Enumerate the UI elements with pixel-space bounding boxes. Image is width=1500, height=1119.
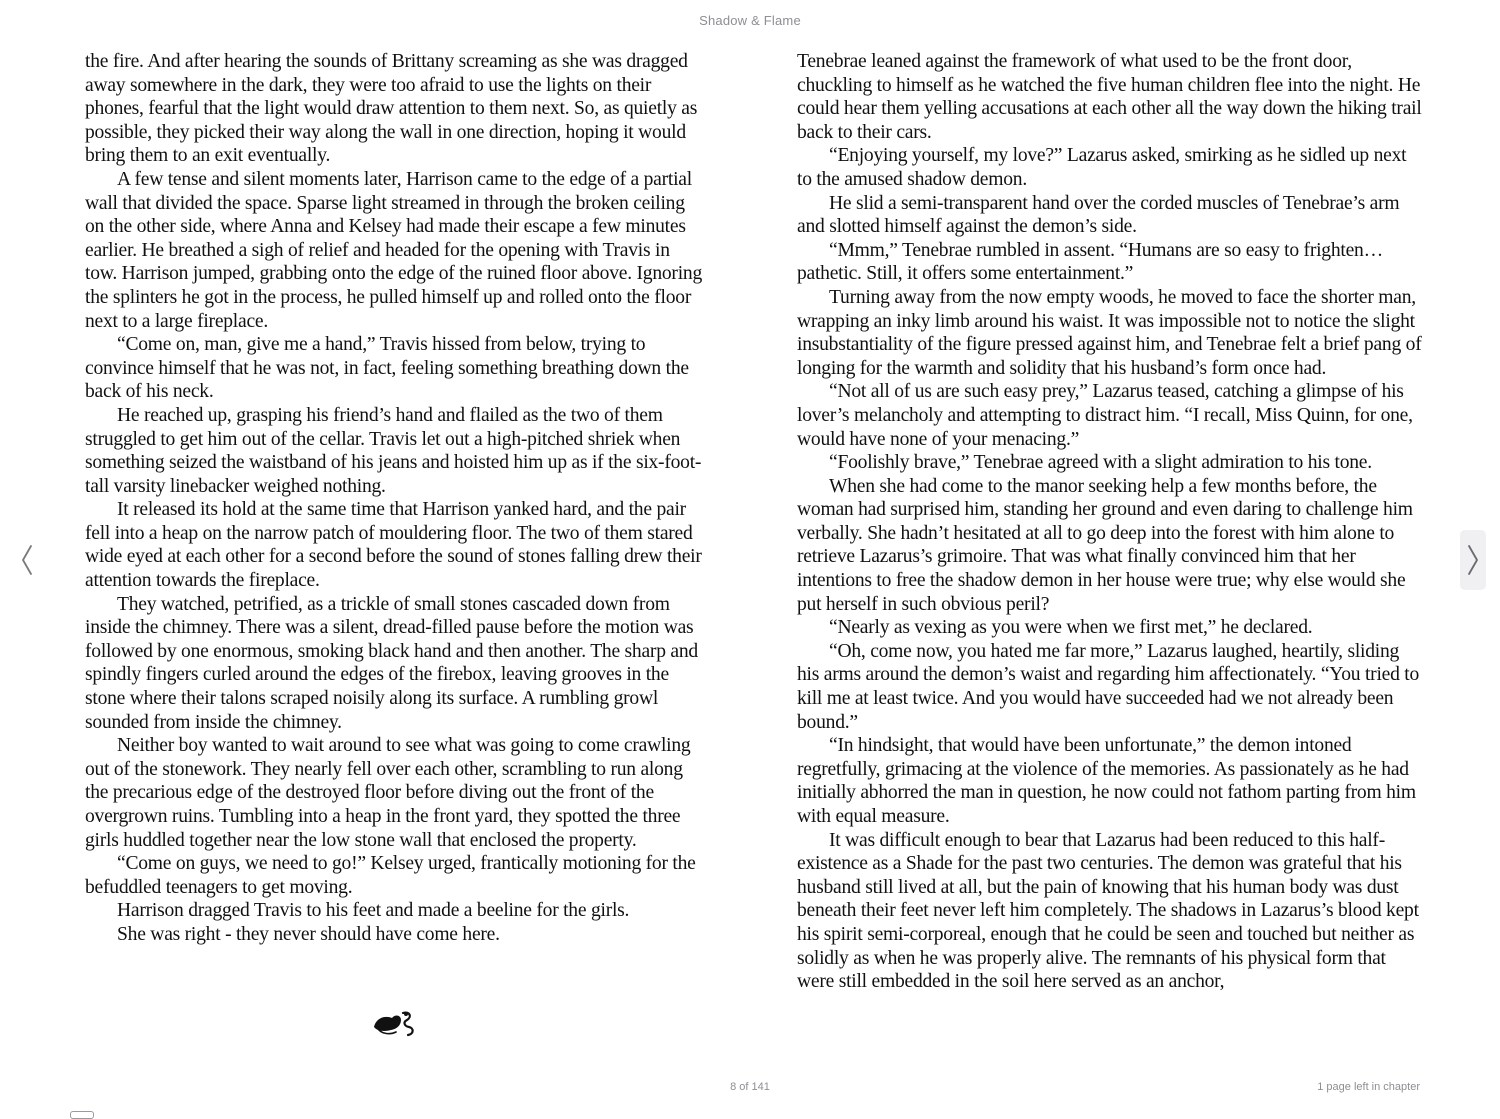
paragraph: “Nearly as vexing as you were when we first met,” he declared. bbox=[829, 617, 1313, 639]
previous-page-button[interactable] bbox=[14, 530, 40, 590]
page-corner-mark bbox=[70, 1111, 94, 1119]
paragraph: the fire. And after hearing the sounds of Brittany screaming as she was dragged away somewhere in the dark, they were too afraid to use the lights on their phones, fearful that the light would draw attention to them next. So, as quietly as possible, they picked their way along the wall in one direction, hoping it would bring them to an exit eventually. bbox=[85, 51, 698, 167]
paragraph: Neither boy wanted to wait around to see what was going to come crawling out of the stonework. They nearly fell over each other, scrambling to run along the precarious edge of the destroyed floor before diving out the front of the overgrown ruins. Tumbling into a heap in the front yard, they spotted the three girls huddled together near the low stone wall that enclosed the property. bbox=[85, 735, 691, 851]
section-break-ornament-icon bbox=[370, 1008, 418, 1042]
paragraph: Tenebrae leaned against the framework of what used to be the front door, chuckling to himself as he watched the five human children flee into the night. He could hear them yelling accusations at each other all the way down the hiking trail back to their cars. bbox=[797, 51, 1422, 143]
paragraph: “In hindsight, that would have been unfortunate,” the demon intoned regretfully, grimacing at the violence of the memories. As passionately as he had initially abhorred the man in question, he now could not fathom parting from him with equal measure. bbox=[797, 735, 1416, 827]
right-page bbox=[797, 50, 1422, 994]
paragraph: “Oh, come now, you hated me far more,” Lazarus laughed, heartily, sliding his arms around the demon’s waist and regarding him affectionately. “You tried to kill me at least twice. And you would have succeeded had we not already been bound.” bbox=[797, 640, 1420, 733]
paragraph: “Come on, man, give me a hand,” Travis hissed from below, trying to convince himself that he was not, in fact, feeling something breathing down the back of his neck. bbox=[85, 334, 689, 403]
paragraph: It was difficult enough to bear that Lazarus had been reduced to this half-existence as a Shade for the past two centuries. The demon was grateful that his husband still lived at all, but the pain of knowing that his human body was dust beneath their feet never left him completely. The shadows in Lazarus’s blood kept his spirit semi-corporeal, enough that he could be seen and touched but neither as solidly as when he was properly alive. The remnants of his physical form that were still embedded in the soil here served as an anchor, bbox=[797, 829, 1419, 993]
paragraph: It released its hold at the same time that Harrison yanked hard, and the pair fell into a heap on the narrow patch of mouldering floor. The two of them stared wide eyed at each other for a second before the sound of stones falling drew their attention towards the fireplace. bbox=[85, 499, 702, 592]
paragraph: He slid a semi-transparent hand over the corded muscles of Tenebrae’s arm and slotted himself against the demon’s side. bbox=[797, 192, 1400, 238]
paragraph: “Not all of us are such easy prey,” Lazarus teased, catching a glimpse of his lover’s melancholy and attempting to distract him. “I recall, Miss Quinn, for one, would have none of your menacing.” bbox=[797, 381, 1413, 450]
paragraph: She was right - they never should have come here. bbox=[117, 923, 500, 945]
book-title: Shadow & Flame bbox=[699, 13, 801, 28]
pages-left-in-chapter: 1 page left in chapter bbox=[1317, 1081, 1420, 1093]
paragraph: “Mmm,” Tenebrae rumbled in assent. “Humans are so easy to frighten… pathetic. Still, it offers some entertainment.” bbox=[797, 239, 1383, 285]
left-page bbox=[85, 50, 705, 947]
chevron-right-icon bbox=[1466, 544, 1480, 576]
page-indicator: 8 of 141 bbox=[730, 1081, 770, 1093]
next-page-button[interactable] bbox=[1460, 530, 1486, 590]
paragraph: They watched, petrified, as a trickle of small stones cascaded down from inside the chimney. There was a silent, dread-filled pause before the motion was followed by one enormous, smoking black hand and then another. The sharp and spindly fingers curled around the edges of the firebox, leaving grooves in the stone where their talons scraped noisily along its surface. A rumbling growl sounded from inside the chimney. bbox=[85, 593, 698, 733]
paragraph: A few tense and silent moments later, Harrison came to the edge of a partial wall that divided the space. Sparse light streamed in through the broken ceiling on the other side, where Anna and Kelsey had made their escape a few minutes earlier. He breathed a sigh of relief and headed for the opening with Travis in tow. Harrison jumped, grabbing onto the edge of the ruined floor above. Ignoring the splinters he got in the process, he pulled himself up and rolled onto the floor next to a large fireplace. bbox=[85, 168, 702, 332]
paragraph: “Come on guys, we need to go!” Kelsey urged, frantically motioning for the befuddled teenagers to get moving. bbox=[85, 853, 696, 898]
chevron-left-icon bbox=[20, 544, 34, 576]
paragraph: Turning away from the now empty woods, he moved to face the shorter man, wrapping an inky limb around his waist. It was impossible not to notice the slight insubstantiality of the figure pressed against him, and Tenebrae felt a brief pang of longing for the warmth and solidity that his husband’s form once had. bbox=[797, 286, 1422, 379]
paragraph: Harrison dragged Travis to his feet and made a beeline for the girls. bbox=[117, 900, 630, 922]
paragraph: “Foolishly brave,” Tenebrae agreed with a slight admiration to his tone. bbox=[829, 452, 1372, 474]
paragraph: When she had come to the manor seeking help a few months before, the woman had surprised him, standing her ground and even daring to challenge him verbally. She hadn’t hesitated at all to go deep into the forest with him alone to retrieve Lazarus’s grimoire. That was what finally convinced him that her intentions to free the shadow demon in her house were true; why else would she put herself in such obvious peril? bbox=[797, 475, 1413, 615]
paragraph: “Enjoying yourself, my love?” Lazarus asked, smirking as he sidled up next to the amused shadow demon. bbox=[797, 145, 1407, 190]
paragraph: He reached up, grasping his friend’s hand and flailed as the two of them struggled to get him out of the cellar. Travis let out a high-pitched shriek when something seized the waistband of his jeans and hoisted him up as if the six-foot-tall varsity linebacker weighed nothing. bbox=[85, 404, 702, 497]
